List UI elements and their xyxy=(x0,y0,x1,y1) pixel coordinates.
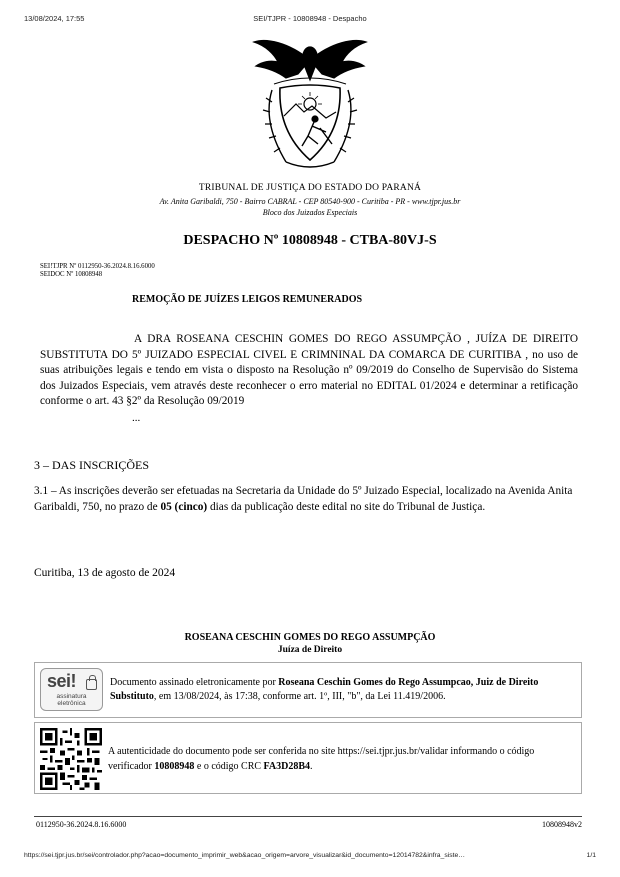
court-address: Av. Anita Garibaldi, 750 - Bairro CABRAL - CEP 80540-900 - Curitiba - PR - www.tjpr.jus.br xyxy=(159,197,461,206)
signature-statement: Documento assinado eletronicamente por Roseana Ceschin Gomes do Rego Assumpcao, Juiz de Direito Substituto, em 13/08/2024, às 17:38, conforme art. 1º, III, "b", da Lei 11.419/2006. xyxy=(110,677,539,702)
print-datetime: 13/08/2024, 17:55 xyxy=(24,14,85,23)
document-subject: REMOÇÃO DE JUÍZES LEIGOS REMUNERADOS xyxy=(132,294,363,305)
crc-code: FA3D28B4 xyxy=(263,761,311,772)
print-page-title: SEI/TJPR - 10808948 - Despacho xyxy=(253,14,367,23)
lock-icon xyxy=(86,679,97,690)
parana-coat-of-arms-icon xyxy=(248,32,372,178)
footer-doc-version: 10808948v2 xyxy=(542,820,582,829)
verification-code: 10808948 xyxy=(154,761,195,772)
signer-role: Juíza de Direito xyxy=(277,645,343,655)
item-deadline: 05 (cinco) xyxy=(160,500,208,513)
verification-statement: A autenticidade do documento pode ser conferida no site https://sei.tjpr.jus.br/validar informando o código verificador 10808948 e o código CRC FA3D28B4. xyxy=(108,746,535,772)
inscricoes-item xyxy=(34,484,576,515)
qr-code-icon xyxy=(40,728,102,790)
place-date: Curitiba, 13 de agosto de 2024 xyxy=(34,567,176,579)
body-paragraph: A DRA ROSEANA CESCHIN GOMES DO REGO ASSUMPÇÃO , JUÍZA DE DIREITO SUBSTITUTA DO 5º JUIZADO ESPECIAL CIVEL E CRIMNINAL DA COMARCA DE CURITIBA , no uso de suas atribuições legais e tendo em vista o disposto na Resolução nº 09/2019 do Conselho de Supervisão do Sistema dos Juizados Especiais, vem através deste reconhecer o erro material no EDITAL 01/2024 e determinar a retificação conforme o art. 43 §2º da Resolução 09/2019 xyxy=(40,333,578,408)
item-text-prefix: 3.1 – As inscrições deverão ser efetuadas na Secretaria da Unidade do 5º Juizado Especial, localizado na Avenida Anita Garibaldi, 750, no prazo de xyxy=(34,485,573,513)
section-heading: 3 – DAS INSCRIÇÕES xyxy=(34,458,150,472)
seidoc-number: SEIDOC Nº 10808948 xyxy=(40,271,103,278)
sei-tjpr-number: SEI!TJPR Nº 0112950-36.2024.8.16.6000 xyxy=(40,263,155,270)
sei-assinatura-eletronica-seal-icon: sei! assinatura eletrônica xyxy=(40,668,103,711)
signer-name: ROSEANA CESCHIN GOMES DO REGO ASSUMPÇÃO xyxy=(184,632,436,643)
print-page-count: 1/1 xyxy=(586,852,596,859)
court-name: TRIBUNAL DE JUSTIÇA DO ESTADO DO PARANÁ xyxy=(198,183,422,193)
signature-signer: Roseana Ceschin Gomes do Rego Assumpcao, Juiz de Direito Substituto xyxy=(110,677,539,702)
ellipsis-text: ... xyxy=(132,412,141,424)
footer-process-number: 0112950-36.2024.8.16.6000 xyxy=(36,820,127,829)
document-title: DESPACHO Nº 10808948 - CTBA-80VJ-S xyxy=(183,233,437,248)
footer-divider xyxy=(34,816,582,817)
item-text-suffix: dias da publicação deste edital no site do Tribunal de Justiça. xyxy=(207,500,486,513)
print-url: https://sei.tjpr.jus.br/sei/controlador.php?acao=documento_imprimir_web&acao_origem=arvore_visualizar&id_documento=12014782&infra_siste… xyxy=(24,852,466,859)
court-unit: Bloco dos Juizados Especiais xyxy=(262,208,358,217)
